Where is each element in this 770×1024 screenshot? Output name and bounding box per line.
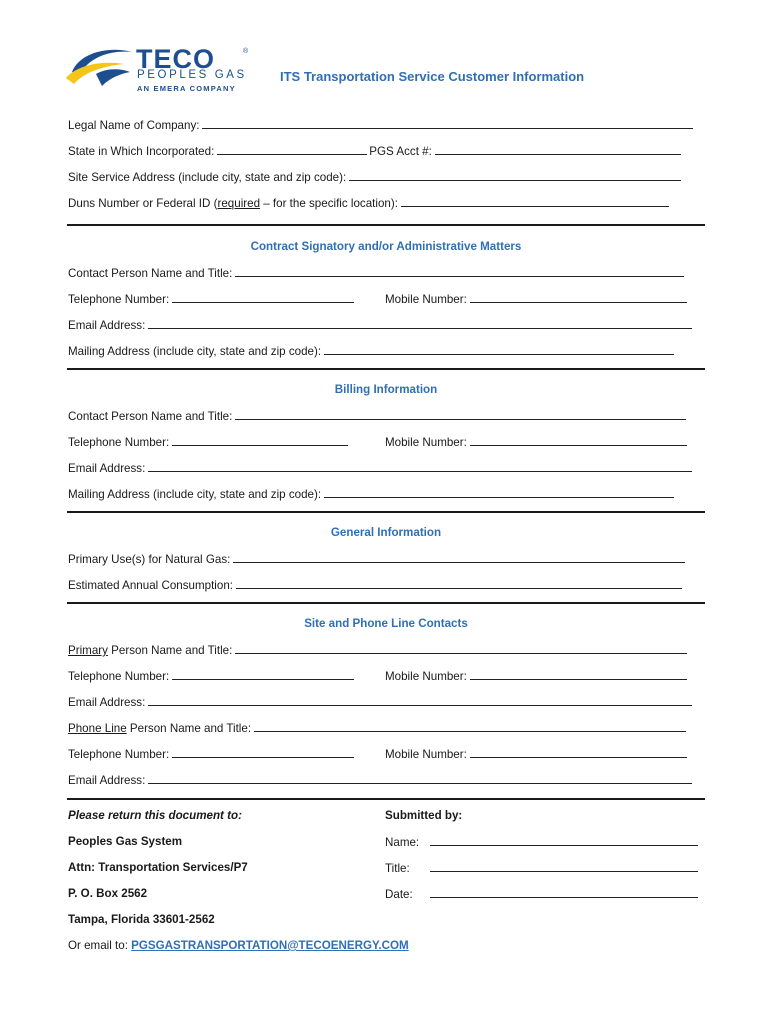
phone-line-mobile-row bbox=[385, 747, 687, 761]
state-pgs-row bbox=[68, 144, 681, 158]
site-mobile-label: Mobile Number: bbox=[385, 670, 467, 683]
section-divider bbox=[67, 224, 705, 226]
billing-email-field[interactable] bbox=[148, 461, 692, 472]
primary-use-field[interactable] bbox=[233, 552, 685, 563]
submitted-name-label: Name: bbox=[385, 836, 420, 849]
site-email-field[interactable] bbox=[148, 695, 692, 706]
phone-line-email-row bbox=[68, 773, 692, 787]
return-org: Peoples Gas System bbox=[68, 835, 183, 848]
section-divider bbox=[67, 602, 705, 604]
contract-mailing-label: Mailing Address (include city, state and zip code): bbox=[68, 345, 322, 358]
logo-registered-mark: ® bbox=[243, 48, 249, 55]
legal-name-label: Legal Name of Company: bbox=[68, 119, 200, 132]
return-email-prefix: Or email to: bbox=[68, 939, 132, 952]
return-label: Please return this document to: bbox=[68, 809, 242, 822]
site-address-field[interactable] bbox=[349, 170, 681, 181]
logo-swoosh-icon bbox=[66, 44, 138, 88]
primary-person-label: Person Name and Title: bbox=[107, 644, 233, 657]
submitted-name-field[interactable] bbox=[430, 835, 698, 846]
billing-email-row bbox=[68, 461, 692, 475]
billing-telephone-field[interactable] bbox=[172, 435, 348, 446]
logo-brand: TECO bbox=[136, 44, 216, 74]
header bbox=[66, 44, 706, 100]
contract-mobile-label: Mobile Number: bbox=[385, 293, 467, 306]
billing-mailing-field[interactable] bbox=[324, 487, 674, 498]
primary-word-label: Primary bbox=[68, 644, 108, 657]
contract-email-label: Email Address: bbox=[68, 319, 146, 332]
site-telephone-label: Telephone Number: bbox=[68, 670, 170, 683]
contract-email-field[interactable] bbox=[148, 318, 692, 329]
site-mobile-row bbox=[385, 669, 687, 683]
duns-row bbox=[68, 196, 669, 210]
primary-person-field[interactable] bbox=[235, 643, 687, 654]
billing-contact-row bbox=[68, 409, 686, 423]
submitted-date-label: Date: bbox=[385, 888, 413, 901]
contract-email-row bbox=[68, 318, 692, 332]
phone-line-email-field[interactable] bbox=[148, 773, 692, 784]
contract-telephone-field[interactable] bbox=[172, 292, 354, 303]
site-email-row bbox=[68, 695, 692, 709]
submitted-date-field[interactable] bbox=[430, 887, 698, 898]
section-divider bbox=[67, 798, 705, 800]
legal-name-row bbox=[68, 118, 693, 132]
legal-name-field[interactable] bbox=[202, 118, 693, 129]
billing-contact-label: Contact Person Name and Title: bbox=[68, 410, 233, 423]
site-contacts-section-heading: Site and Phone Line Contacts bbox=[304, 617, 468, 630]
contract-mobile-row bbox=[385, 292, 687, 306]
contract-mobile-field[interactable] bbox=[470, 292, 687, 303]
contract-mailing-row bbox=[68, 344, 674, 358]
submitted-name-row bbox=[385, 835, 698, 849]
phone-line-person-label: Person Name and Title: bbox=[126, 722, 252, 735]
site-phone-row bbox=[68, 669, 354, 683]
duns-field[interactable] bbox=[401, 196, 669, 207]
billing-mobile-field[interactable] bbox=[470, 435, 687, 446]
primary-person-row bbox=[68, 643, 687, 657]
return-city: Tampa, Florida 33601-2562 bbox=[68, 913, 215, 926]
state-incorporated-label: State in Which Incorporated: bbox=[68, 145, 215, 158]
consumption-label: Estimated Annual Consumption: bbox=[68, 579, 233, 592]
contract-contact-label: Contact Person Name and Title: bbox=[68, 267, 233, 280]
primary-use-label: Primary Use(s) for Natural Gas: bbox=[68, 553, 231, 566]
contract-telephone-label: Telephone Number: bbox=[68, 293, 170, 306]
logo-emera: AN EMERA COMPANY bbox=[137, 84, 236, 93]
billing-email-label: Email Address: bbox=[68, 462, 146, 475]
submitted-title-row bbox=[385, 861, 698, 875]
submitted-by-label: Submitted by: bbox=[385, 809, 463, 822]
contract-mailing-field[interactable] bbox=[324, 344, 674, 355]
pgs-acct-field[interactable] bbox=[435, 144, 681, 155]
consumption-row bbox=[68, 578, 682, 592]
submitted-date-row bbox=[385, 887, 698, 901]
phone-line-email-label: Email Address: bbox=[68, 774, 146, 787]
phone-line-telephone-label: Telephone Number: bbox=[68, 748, 170, 761]
billing-contact-field[interactable] bbox=[235, 409, 686, 420]
phone-line-mobile-label: Mobile Number: bbox=[385, 748, 467, 761]
billing-mailing-row bbox=[68, 487, 674, 501]
site-address-label: Site Service Address (include city, state and zip code): bbox=[68, 171, 347, 184]
primary-use-row bbox=[68, 552, 685, 566]
site-telephone-field[interactable] bbox=[172, 669, 354, 680]
billing-phone-row bbox=[68, 435, 348, 449]
teco-peoples-gas-logo bbox=[66, 44, 276, 96]
phone-line-person-field[interactable] bbox=[254, 721, 686, 732]
site-email-label: Email Address: bbox=[68, 696, 146, 709]
billing-section-heading: Billing Information bbox=[334, 383, 438, 396]
duns-required-label: required bbox=[217, 197, 261, 210]
phone-line-mobile-field[interactable] bbox=[470, 747, 687, 758]
site-mobile-field[interactable] bbox=[470, 669, 687, 680]
state-incorporated-field[interactable] bbox=[217, 144, 367, 155]
submitted-title-label: Title: bbox=[385, 862, 410, 875]
phone-line-phone-row bbox=[68, 747, 354, 761]
site-address-row bbox=[68, 170, 681, 184]
contract-contact-field[interactable] bbox=[235, 266, 684, 277]
section-divider bbox=[67, 511, 705, 513]
contract-contact-row bbox=[68, 266, 684, 280]
document-title: ITS Transportation Service Customer Information bbox=[280, 69, 585, 84]
billing-telephone-label: Telephone Number: bbox=[68, 436, 170, 449]
section-divider bbox=[67, 368, 705, 370]
billing-mobile-label: Mobile Number: bbox=[385, 436, 467, 449]
submitted-title-field[interactable] bbox=[430, 861, 698, 872]
billing-mailing-label: Mailing Address (include city, state and zip code): bbox=[68, 488, 322, 501]
return-po-box: P. O. Box 2562 bbox=[68, 887, 148, 900]
phone-line-word-label: Phone Line bbox=[68, 722, 127, 735]
phone-line-person-row bbox=[68, 721, 686, 735]
duns-label-prefix: Duns Number or Federal ID ( bbox=[68, 197, 218, 210]
return-email-row bbox=[68, 939, 409, 952]
consumption-field[interactable] bbox=[236, 578, 682, 589]
billing-mobile-row bbox=[385, 435, 687, 449]
duns-label-suffix: – for the specific location): bbox=[260, 197, 398, 210]
logo-peoples-gas: PEOPLES GAS bbox=[137, 69, 247, 81]
return-attn: Attn: Transportation Services/P7 bbox=[68, 861, 248, 874]
return-email-link[interactable]: PGSGASTRANSPORTATION@TECOENERGY.COM bbox=[131, 939, 409, 952]
contract-section-heading: Contract Signatory and/or Administrative Matters bbox=[250, 240, 522, 253]
contract-phone-row bbox=[68, 292, 354, 306]
phone-line-telephone-field[interactable] bbox=[172, 747, 354, 758]
pgs-acct-label: PGS Acct #: bbox=[369, 145, 432, 158]
general-section-heading: General Information bbox=[330, 526, 442, 539]
